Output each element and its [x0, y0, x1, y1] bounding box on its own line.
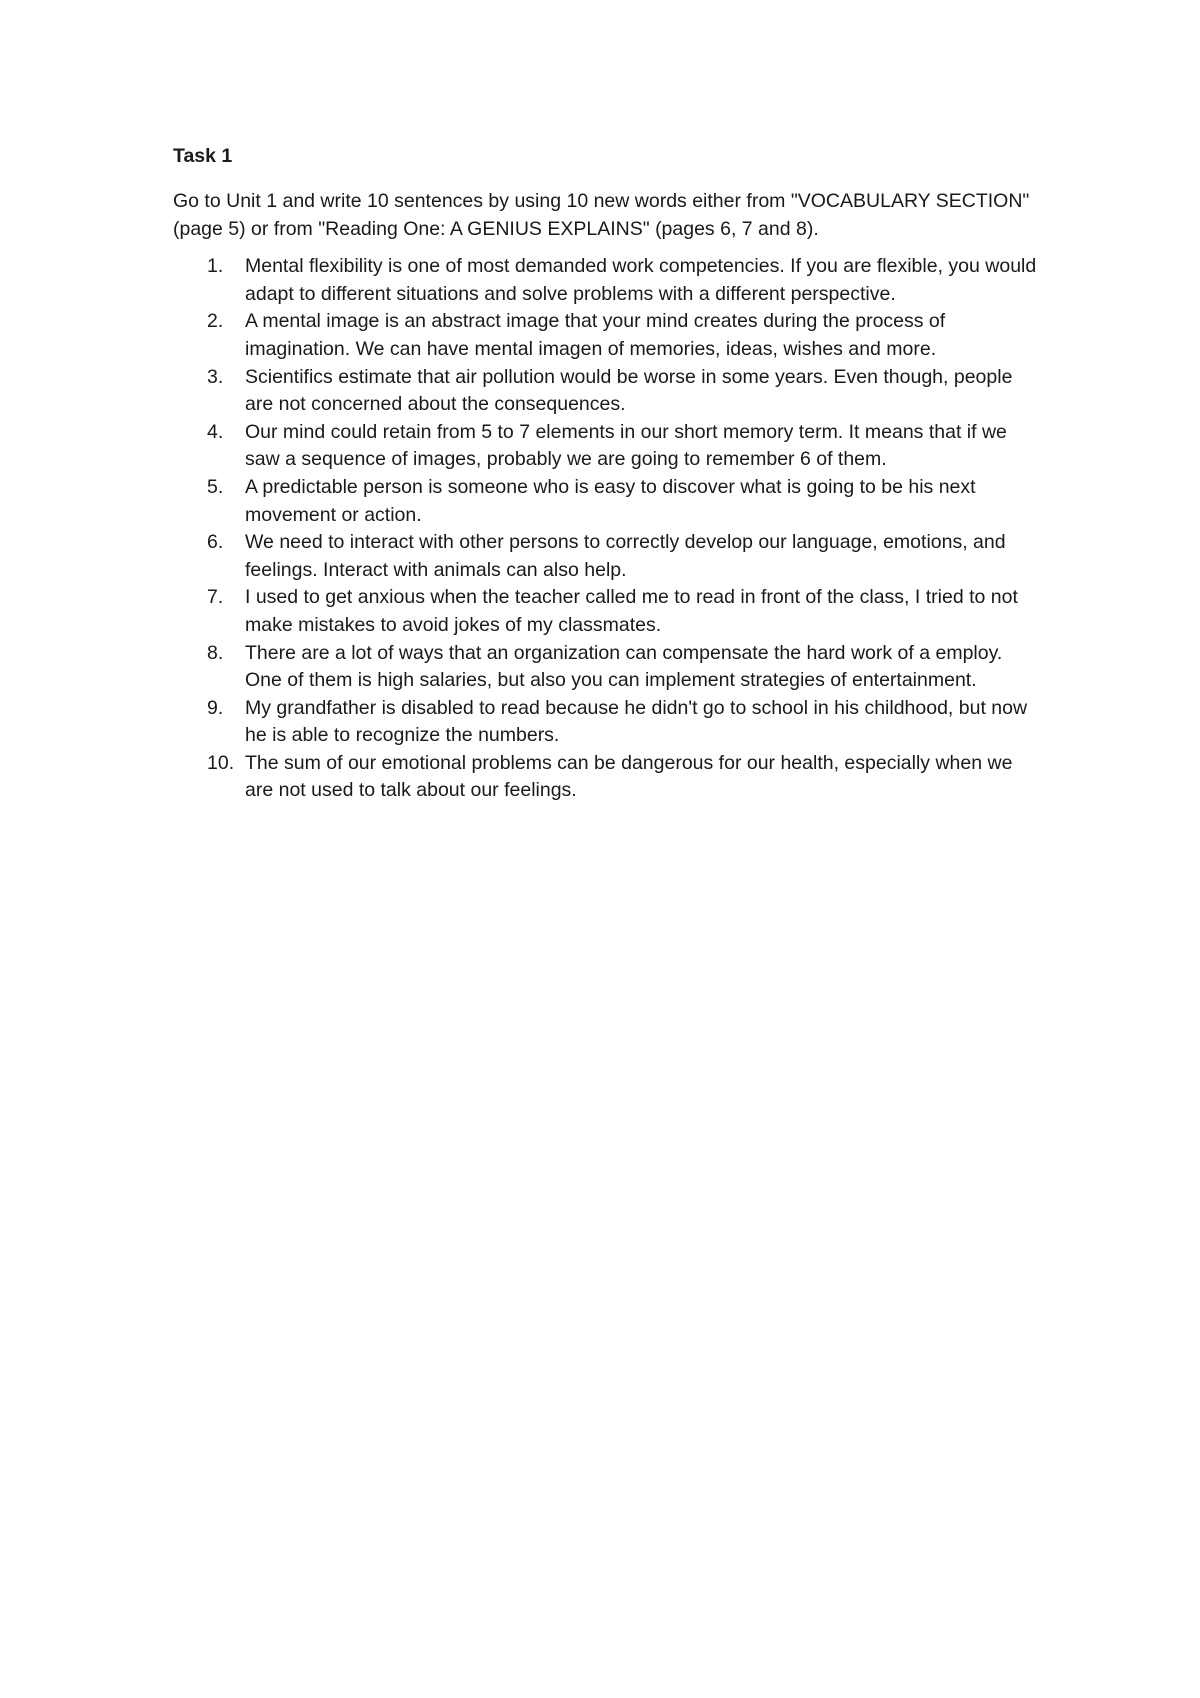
- list-item-text: Mental flexibility is one of most demanded work competencies. If you are flexible, you would adapt to different situations and solve problems with a different perspective.: [245, 255, 1037, 305]
- task-title: Task 1: [173, 145, 233, 167]
- list-item: [173, 364, 1043, 419]
- list-item: [173, 529, 1043, 584]
- list-item-number: 9.: [207, 696, 224, 719]
- task-instructions: Go to Unit 1 and write 10 sentences by using 10 new words either from "VOCABULARY SECTION" (page 5) or from "Reading One: A GENIUS EXPLAINS" (pages 6, 7 and 8).: [173, 190, 1030, 240]
- document-content: [173, 142, 1043, 805]
- list-item-text: The sum of our emotional problems can be dangerous for our health, especially when we are not used to talk about our feelings.: [245, 751, 1013, 802]
- list-item: [173, 253, 1043, 308]
- list-item-text: A mental image is an abstract image that your mind creates during the process of imagination. We can have mental imagen of memories, ideas, wishes and more.: [245, 310, 946, 360]
- list-item-text: We need to interact with other persons to correctly develop our language, emotions, and feelings. Interact with animals can also help.: [245, 531, 1006, 581]
- list-item-number: 1.: [207, 255, 224, 278]
- list-item-text: A predictable person is someone who is easy to discover what is going to be his next movement or action.: [245, 475, 976, 526]
- list-item: [173, 695, 1043, 750]
- list-item-text: I used to get anxious when the teacher called me to read in front of the class, I tried to not make mistakes to avoid jokes of my classmates.: [245, 586, 1018, 636]
- list-item-text: Scientifics estimate that air pollution would be worse in some years. Even though, people are not concerned about the consequences.: [245, 365, 1013, 416]
- list-item-text: There are a lot of ways that an organization can compensate the hard work of a employ. One of them is high salaries, but also you can implement strategies of entertainment.: [245, 641, 1003, 692]
- list-item-number: 8.: [207, 641, 224, 664]
- list-item: [173, 584, 1043, 639]
- list-item-number: 3.: [207, 365, 224, 388]
- list-item: [173, 419, 1043, 474]
- list-item-number: 7.: [207, 586, 224, 609]
- list-item-number: 6.: [207, 531, 224, 554]
- list-item-text: My grandfather is disabled to read because he didn't go to school in his childhood, but now he is able to recognize the numbers.: [245, 696, 1028, 747]
- list-item: [173, 640, 1043, 695]
- list-item-number: 5.: [207, 475, 224, 498]
- list-item: [173, 308, 1043, 363]
- sentence-list: [173, 253, 1043, 805]
- list-item-number: 10.: [207, 751, 235, 774]
- list-item-text: Our mind could retain from 5 to 7 elements in our short memory term. It means that if we saw a sequence of images, probably we are going to remember 6 of them.: [245, 420, 1007, 471]
- list-item-number: 4.: [207, 420, 224, 443]
- list-item: [173, 474, 1043, 529]
- list-item: [173, 750, 1043, 805]
- list-item-number: 2.: [207, 310, 224, 333]
